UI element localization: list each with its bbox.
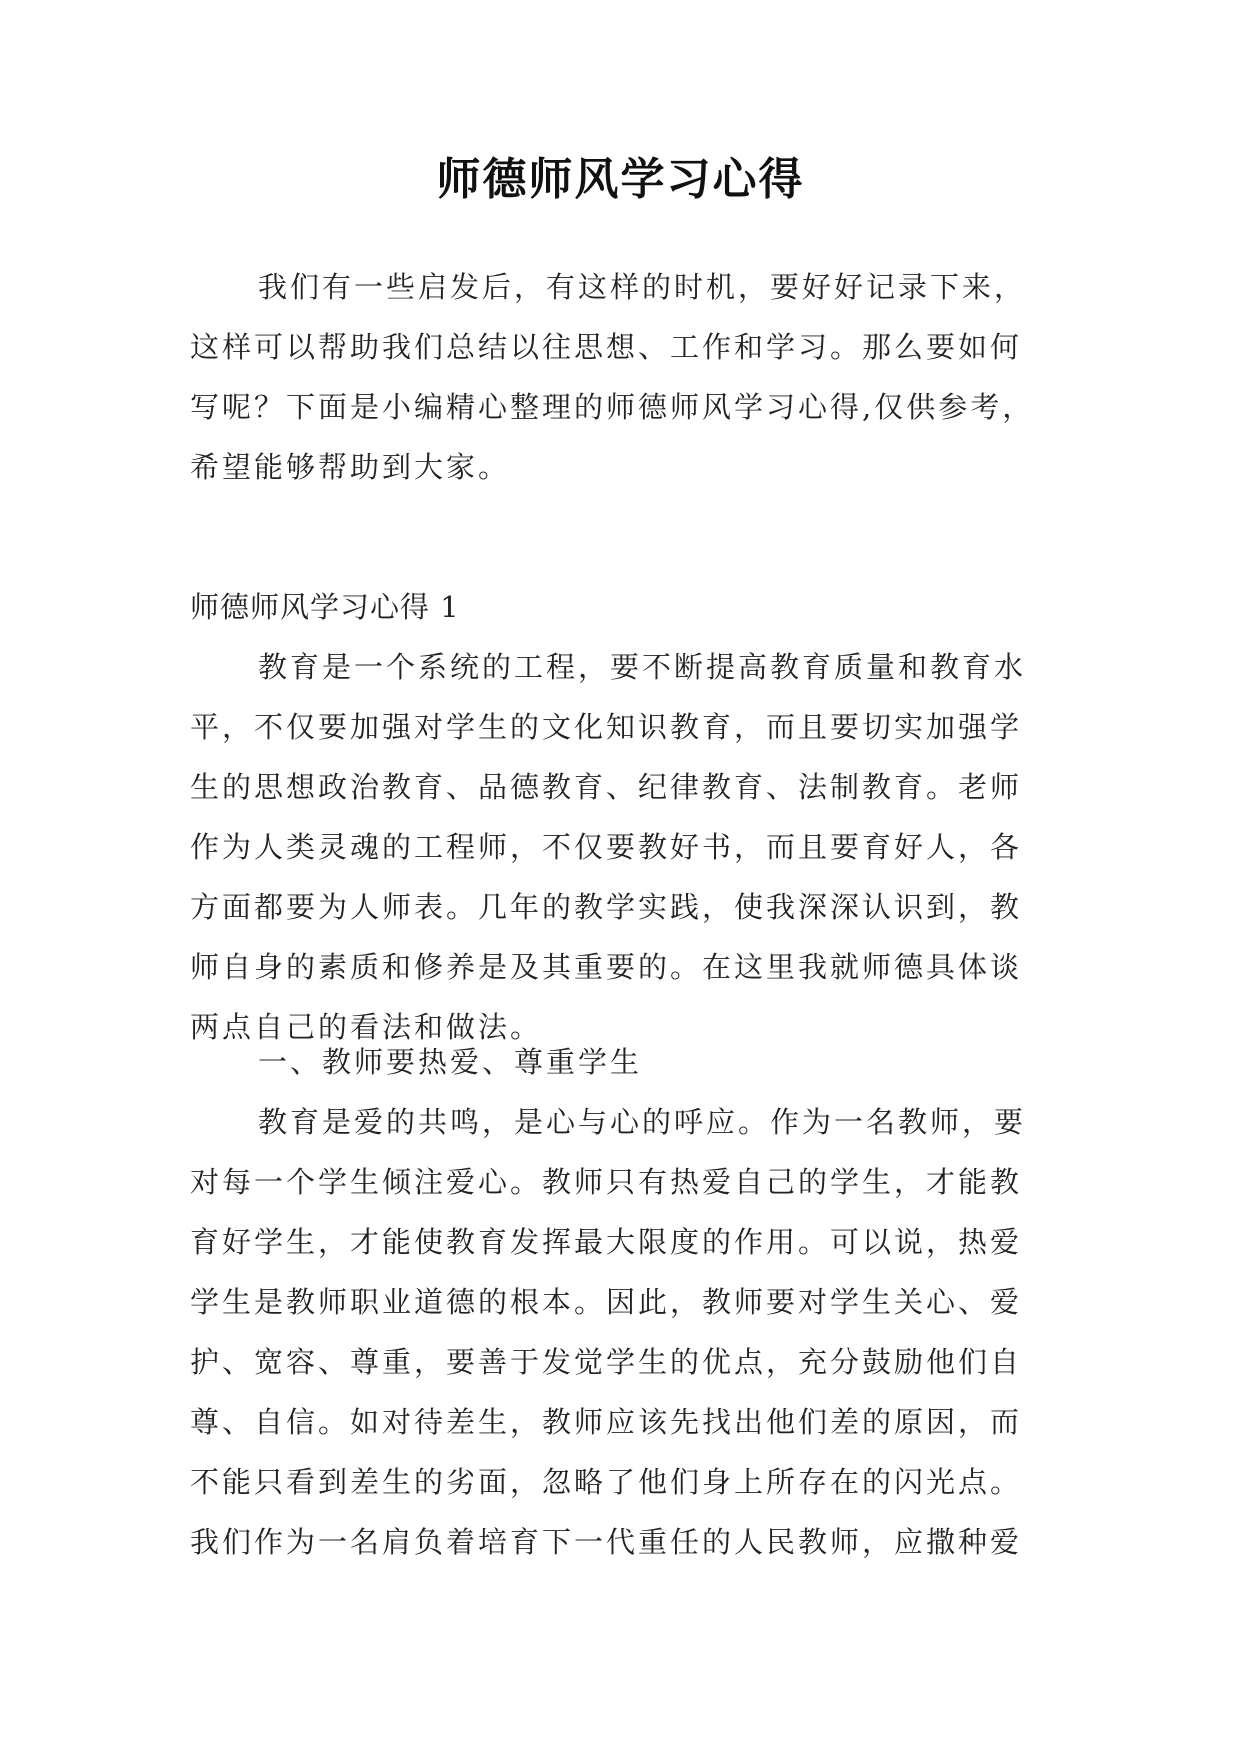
- section-heading: 师德师风学习心得 1: [190, 590, 460, 624]
- intro-paragraph: 我们有一些启发后，有这样的时机，要好好记录下来，这样可以帮助我们总结以往思想、工作和学习。那么要如何写呢？下面是小编精心整理的师德师风学习心得,仅供参考，希望能够帮助到大家。: [190, 270, 1035, 484]
- document-title: 师德师风学习心得: [436, 154, 805, 205]
- body-paragraph-1: 教育是一个系统的工程，要不断提高教育质量和教育水平，不仅要加强对学生的文化知识教育，而且要切实加强学生的思想政治教育、品德教育、纪律教育、法制教育。老师作为人类灵魂的工程师，不仅要教好书，而且要育好人，各方面都要为人师表。几年的教学实践，使我深深认识到，教师自身的素质和修养是及其重要的。在这里我就师德具体谈两点自己的看法和做法。: [190, 650, 1027, 1044]
- body-paragraph-2: 教育是爱的共鸣，是心与心的呼应。作为一名教师，要对每一个学生倾注爱心。教师只有热爱自己的学生，才能教育好学生，才能使教育发挥最大限度的作用。可以说，热爱学生是教师职业道德的根本。因此，教师要对学生关心、爱护、宽容、尊重，要善于发觉学生的优点，充分鼓励他们自尊、自信。如对待差生，教师应该先找出他们差的原因，而不能只看到差生的劣面，忽略了他们身上所存在的闪光点。我们作为一名肩负着培育下一代重任的人民教师，应撒种爱: [190, 1105, 1027, 1559]
- subheading-respect-students: 一、教师要热爱、尊重学生: [258, 1045, 643, 1079]
